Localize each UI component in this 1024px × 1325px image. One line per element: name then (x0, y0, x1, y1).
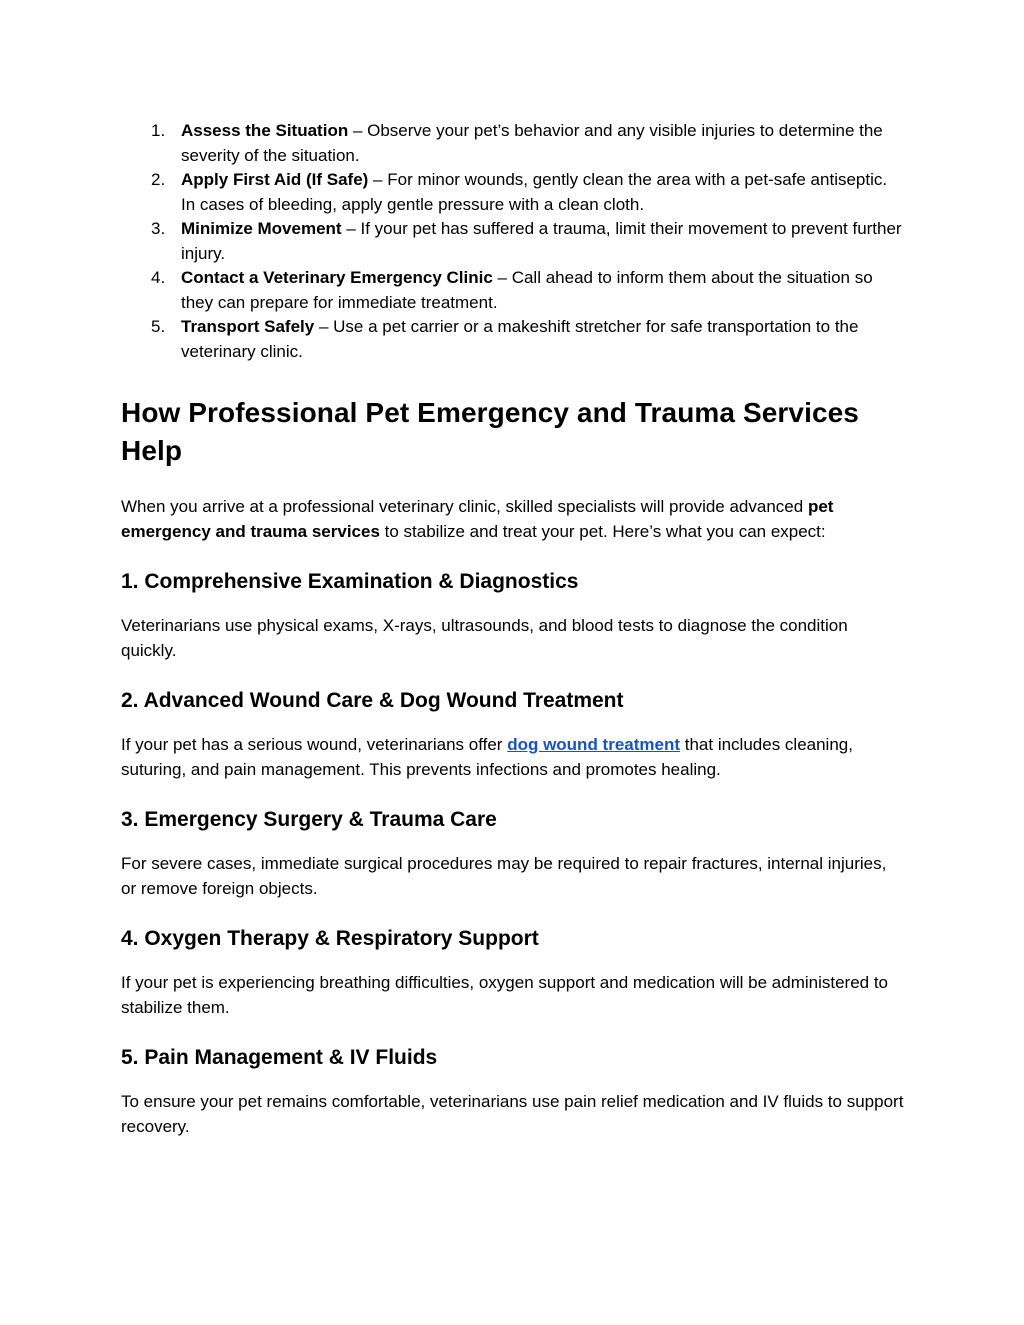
step-title: Apply First Aid (If Safe) (181, 170, 369, 189)
list-number: 5. (151, 317, 166, 336)
subsection-heading: 4. Oxygen Therapy & Respiratory Support (121, 927, 539, 950)
step-text: – Use a pet carrier or a makeshift stretcher for safe transportation to the veterinary clinic. (181, 317, 859, 361)
list-number: 1. (151, 121, 166, 140)
list-item (121, 119, 904, 168)
list-number: 2. (151, 170, 166, 189)
subsection-text: Veterinarians use physical exams, X-rays, ultrasounds, and blood tests to diagnose the condition quickly. (121, 616, 848, 660)
step-text: – If your pet has suffered a trauma, limit their movement to prevent further injury. (181, 219, 902, 263)
step-title: Minimize Movement (181, 219, 342, 238)
subsection-heading: 5. Pain Management & IV Fluids (121, 1046, 438, 1069)
step-title: Transport Safely (181, 317, 315, 336)
list-number: 3. (151, 219, 166, 238)
dog-wound-treatment-link[interactable]: dog wound treatment (507, 735, 681, 754)
step-text: – For minor wounds, gently clean the area with a pet-safe antiseptic. In cases of bleeding, apply gentle pressure with a clean cloth. (181, 170, 888, 214)
intro-bold-text: pet emergency and trauma services (121, 497, 834, 541)
list-item (121, 217, 904, 266)
subsection-text-before: If your pet has a serious wound, veterinarians offer (121, 735, 508, 754)
intro-text: When you arrive at a professional veterinary clinic, skilled specialists will provide advanced (121, 497, 808, 516)
list-number: 4. (151, 268, 166, 287)
section-intro (121, 495, 904, 544)
step-text: – Call ahead to inform them about the situation so they can prepare for immediate treatment. (181, 268, 873, 312)
list-item (121, 168, 904, 217)
step-title: Contact a Veterinary Emergency Clinic (181, 268, 493, 287)
subsection-text-after: that includes cleaning, suturing, and pain management. This prevents infections and promotes healing. (121, 735, 853, 779)
subsection-heading: 3. Emergency Surgery & Trauma Care (121, 808, 497, 831)
step-title: Assess the Situation (181, 121, 349, 140)
subsection-text: To ensure your pet remains comfortable, veterinarians use pain relief medication and IV fluids to support recovery. (121, 1092, 904, 1136)
subsection-text: For severe cases, immediate surgical procedures may be required to repair fractures, internal injuries, or remove foreign objects. (121, 854, 887, 898)
subsection-heading: 1. Comprehensive Examination & Diagnostics (121, 570, 579, 593)
list-item (121, 266, 904, 315)
list-item (121, 315, 904, 364)
step-text: – Observe your pet’s behavior and any visible injuries to determine the severity of the situation. (181, 121, 883, 165)
subsection-text: If your pet is experiencing breathing difficulties, oxygen support and medication will be administered to stabilize them. (121, 973, 889, 1017)
intro-text-end: to stabilize and treat your pet. Here’s what you can expect: (379, 521, 826, 541)
steps-list (121, 119, 904, 364)
subsection-text (121, 733, 904, 782)
subsection-heading: 2. Advanced Wound Care & Dog Wound Treatment (121, 689, 624, 712)
section-title: How Professional Pet Emergency and Trauma Services Help (121, 397, 859, 466)
